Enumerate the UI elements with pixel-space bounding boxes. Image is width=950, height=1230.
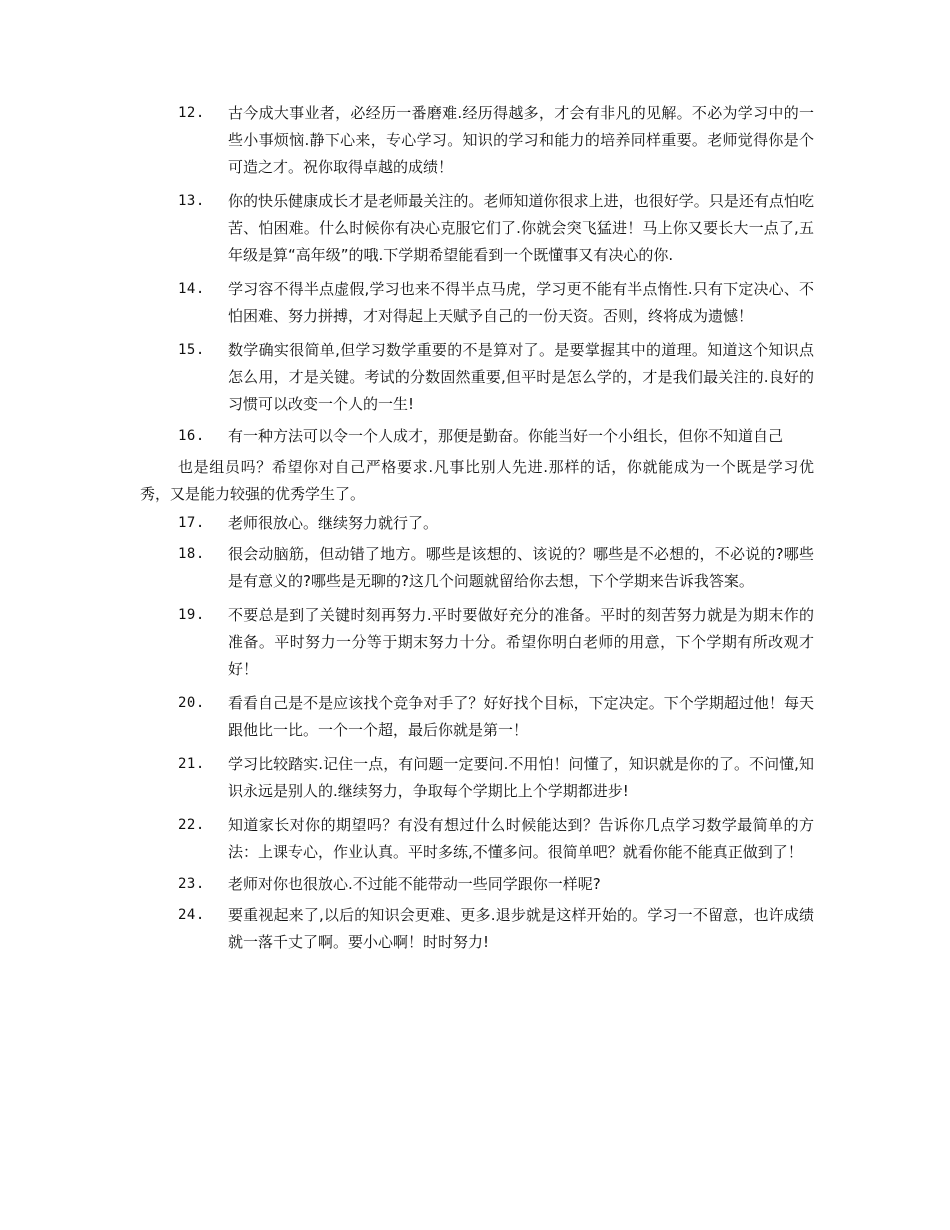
list-item-13 [178,188,814,269]
item-number: 17. [178,515,205,531]
item-text: 数学确实很简单,但学习数学重要的不是算对了。是要掌握其中的道理。知道这个知识点怎么用，才是关键。考试的分数固然重要,但平时是怎么学的，才是我们最关注的.良好的习惯可以改变一个人的一生! [228,341,814,413]
item-text: 学习容不得半点虚假,学习也来不得半点马虎，学习更不能有半点惰性.只有下定决心、不怕困难、努力拼搏，才对得起上天赋予自己的一份天资。否则，终将成为遗憾！ [228,280,814,325]
item-number: 16. [178,428,205,444]
item-text: 很会动脑筋，但动错了地方。哪些是该想的、该说的？哪些是不必想的，不必说的?哪些是有意义的?哪些是无聊的?这几个问题就留给你去想，下个学期来告诉我答案。 [228,545,814,590]
item-text: 不要总是到了关键时刻再努力.平时要做好充分的准备。平时的刻苦努力就是为期末作的准备。平时努力一分等于期末努力十分。希望你明白老师的用意，下个学期有所改观才好！ [228,606,814,678]
item-number: 14. [178,281,205,297]
item-text: 老师很放心。继续努力就行了。 [228,514,439,532]
list-item-17 [178,512,814,534]
list-item-18 [178,541,814,595]
item-number: 13. [178,193,205,209]
list-item-20 [178,690,814,744]
list-item-24 [178,902,814,956]
item-text: 学习比较踏实.记住一点，有问题一定要问.不用怕！问懂了，知识就是你的了。不问懂,知识永远是别人的.继续努力，争取每个学期比上个学期都进步! [228,755,814,800]
list-item-12 [178,100,814,181]
item-text: 你的快乐健康成长才是老师最关注的。老师知道你很求上进，也很好学。只是还有点怕吃苦、怕困难。什么时候你有决心克服它们了.你就会突飞猛进！马上你又要长大一点了,五年级是算“高年级”的哦.下学期希望能看到一个既懂事又有决心的你. [228,192,814,264]
list-item-15 [178,337,814,418]
continuation-paragraph: 也是组员吗？希望你对自己严格要求.凡事比别人先进.那样的话，你就能成为一个既是学习优秀，又是能力较强的优秀学生了。 [140,458,814,503]
item-number: 18. [178,546,205,562]
item-text: 看看自己是不是应该找个竞争对手了？好好找个目标，下定决定。下个学期超过他！每天跟他比一比。一个一个超，最后你就是第一！ [228,694,814,739]
item-number: 20. [178,695,205,711]
item-text: 要重视起来了,以后的知识会更难、更多.退步就是这样开始的。学习一不留意，也许成绩就一落千丈了啊。要小心啊！时时努力! [228,906,814,951]
item-number: 19. [178,607,205,623]
item-number: 22. [178,817,205,833]
list-item-21 [178,751,814,805]
item-number: 23. [178,876,205,892]
list-item-19 [178,602,814,683]
list-item-23 [178,873,814,895]
item-text: 知道家长对你的期望吗？有没有想过什么时候能达到？告诉你几点学习数学最简单的方法：上课专心，作业认真。平时多练,不懂多问。很简单吧？就看你能不能真正做到了！ [228,816,814,861]
item-number: 12. [178,105,205,121]
list-item-16 [178,425,814,447]
list-item-14 [178,276,814,330]
item-text: 老师对你也很放心.不过能不能带动一些同学跟你一样呢? [228,875,601,893]
item-number: 24. [178,907,205,923]
list-item-22 [178,812,814,866]
item-text: 有一种方法可以令一个人成才，那便是勤奋。你能当好一个小组长，但你不知道自己 [228,427,784,445]
item-number: 15. [178,342,205,358]
item-number: 21. [178,756,205,772]
item-text: 古今成大事业者，必经历一番磨难.经历得越多，才会有非凡的见解。不必为学习中的一些小事烦恼.静下心来，专心学习。知识的学习和能力的培养同样重要。老师觉得你是个可造之才。祝你取得卓越的成绩！ [228,104,814,176]
